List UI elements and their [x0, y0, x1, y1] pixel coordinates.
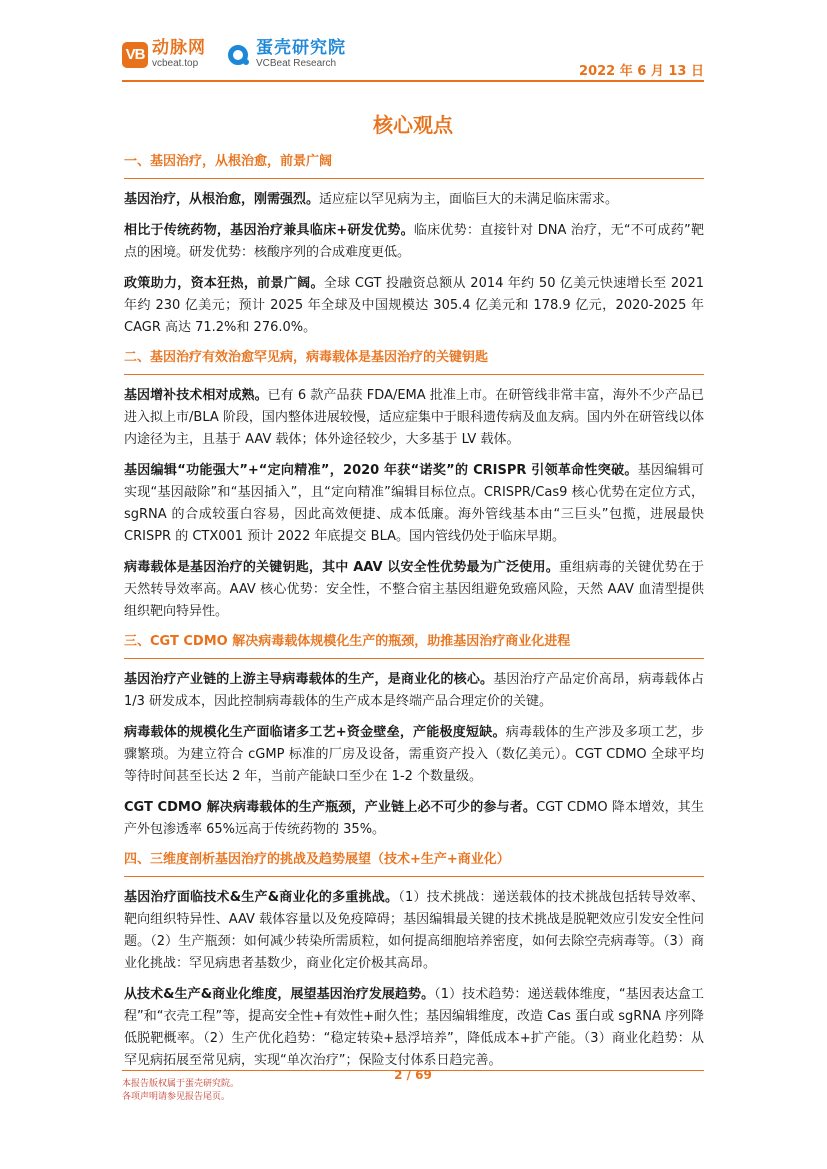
- paragraph-lead: 基因治疗产业链的上游主导病毒载体的生产，是商业化的核心。: [124, 672, 494, 687]
- paragraph-body: 基因治疗产品定价高昂，病毒载体占 1/3 研发成本，因此控制病毒载体的生产成本是终端产品合理定价的关键。: [124, 672, 704, 709]
- paragraph-body: 全球 CGT 投融资总额从 2014 年约 50 亿美元快速增长至 2021 年约 230 亿美元；预计 2025 年全球及中国规模达 305.4 亿美元和 178.9 亿元，2020-2025 年 CAGR 高达 71.2%和 276.0%。: [124, 276, 704, 335]
- paragraph-lead: 从技术&生产&商业化维度，展望基因治疗发展趋势。: [124, 987, 435, 1002]
- paragraph: [124, 669, 704, 713]
- paragraph: [124, 722, 704, 788]
- paragraph-lead: 基因治疗，从根治愈，刚需强烈。: [124, 192, 320, 207]
- section-heading: 三、CGT CDMO 解决病毒载体规模化生产的瓶颈，助推基因治疗商业化进程: [124, 632, 704, 659]
- paragraph-body: 病毒载体的生产涉及多项工艺，步骤繁琐。为建立符合 cGMP 标准的厂房及设备，需重资产投入（数亿美元）。CGT CDMO 全球平均等待时间甚至长达 2 年，当前产能缺口至少在 1-2 个数量级。: [124, 725, 704, 784]
- paragraph: [124, 887, 704, 975]
- paragraph-lead: 基因编辑“功能强大”+“定向精准”，2020 年获“诺奖”的 CRISPR 引领革命性突破。: [124, 463, 638, 478]
- page-header: [122, 38, 704, 80]
- paragraph-lead: 相比于传统药物，基因治疗兼具临床+研发优势。: [124, 223, 414, 238]
- vcbeat-logo-en: vcbeat.top: [152, 58, 199, 69]
- paragraph-lead: CGT CDMO 解决病毒载体的生产瓶颈，产业链上必不可少的参与者。: [124, 800, 537, 815]
- section-heading: 四、三维度剖析基因治疗的挑战及趋势展望（技术+生产+商业化）: [124, 850, 704, 877]
- paragraph: [124, 797, 704, 841]
- paragraph-lead: 基因增补技术相对成熟。: [124, 388, 268, 403]
- paragraph-lead: 基因治疗面临技术&生产&商业化的多重挑战。: [124, 890, 399, 905]
- vcbeat-research-logo-cn: 蛋壳研究院: [256, 38, 346, 58]
- vcbeat-research-logo-icon: [228, 45, 248, 65]
- disclaimer-line: 本报告版权属于蛋壳研究院。: [122, 1079, 240, 1089]
- report-date: 2022 年 6 月 13 日: [579, 64, 704, 79]
- header-divider: [122, 80, 704, 82]
- paragraph-body: 已有 6 款产品获 FDA/EMA 批准上市。在研管线非常丰富，海外不少产品已进入拟上市/BLA 阶段，国内整体进展较慢，适应症集中于眼科遗传病及血友病。国内外在研管线以体内途径为主，且基于 AAV 载体；体外途径较少，大多基于 LV 载体。: [124, 388, 704, 447]
- section-heading: 一、基因治疗，从根治愈，前景广阔: [124, 152, 704, 179]
- paragraph: [124, 189, 704, 211]
- vcbeat-logo: [122, 40, 206, 69]
- paragraph: [124, 557, 704, 623]
- paragraph-body: （1）技术趋势：递送载体维度，“基因表达盒工程”和“衣壳工程”等，提高安全性+有效性+耐久性；基因编辑维度，改造 Cas 蛋白或 sgRNA 序列降低脱靶概率。（2）生产优化趋势：“稳定转染+悬浮培养”，降低成本+扩产能。（3）商业化趋势：从罕见病拓展至常见病，实现“单次治疗”；保险支付体系日趋完善。: [124, 987, 705, 1068]
- paragraph: [124, 385, 704, 451]
- vcbeat-research-logo: [228, 40, 346, 69]
- paragraph-body: 重组病毒的关键优势在于天然转导效率高。AAV 核心优势：安全性，不整合宿主基因组避免致癌风险，天然 AAV 血清型提供组织靶向特异性。: [124, 560, 704, 619]
- paragraph: [124, 273, 704, 339]
- paragraph-lead: 政策助力，资本狂热，前景广阔。: [124, 276, 324, 291]
- paragraph-body: 基因编辑可实现“基因敲除”和“基因插入”，且“定向精准”编辑目标位点。CRISPR/Cas9 核心优势在定位方式，sgRNA 的合成较蛋白容易，因此高效便捷、成本低廉。海外管线基本由“三巨头”包揽，进展最快 CRISPR 的 CTX001 预计 2022 年底提交 BLA。国内管线仍处于临床早期。: [124, 463, 704, 544]
- vcbeat-research-logo-en: VCBeat Research: [256, 58, 337, 69]
- paragraph: [124, 460, 704, 548]
- page-number: 2 / 69: [394, 1068, 432, 1082]
- vcbeat-logo-icon: VB: [122, 42, 148, 68]
- paragraph: [124, 984, 704, 1072]
- paragraph-body: CGT CDMO 降本增效，其生产外包渗透率 65%远高于传统药物的 35%。: [124, 800, 704, 837]
- section-heading: 二、基因治疗有效治愈罕见病，病毒载体是基因治疗的关键钥匙: [124, 348, 704, 375]
- paragraph-body: 适应症以罕见病为主，面临巨大的未满足临床需求。: [319, 192, 619, 207]
- main-content: [124, 152, 704, 1081]
- copyright-disclaimer: [122, 1078, 239, 1104]
- paragraph-lead: 病毒载体的规模化生产面临诸多工艺+资金壁垒，产能极度短缺。: [124, 725, 506, 740]
- paragraph: [124, 220, 704, 264]
- page-title: 核心观点: [373, 113, 453, 137]
- paragraph-lead: 病毒载体是基因治疗的关键钥匙，其中 AAV 以安全性优势最为广泛使用。: [124, 560, 559, 575]
- paragraph-body: 临床优势：直接针对 DNA 治疗，无“不可成药”靶点的困境。研发优势：核酸序列的合成难度更低。: [124, 223, 704, 260]
- paragraph-body: （1）技术挑战：递送载体的技术挑战包括转导效率、靶向组织特异性、AAV 载体容量以及免疫障碍；基因编辑最关键的技术挑战是脱靶效应引发安全性问题。（2）生产瓶颈：如何减少转染所需质粒，如何提高细胞培养密度，如何去除空壳病毒等。（3）商业化挑战：罕见病患者基数少，商业化定价极其高昂。: [124, 890, 704, 971]
- vcbeat-logo-cn: 动脉网: [152, 38, 206, 58]
- disclaimer-line: 各项声明请参见报告尾页。: [122, 1092, 231, 1102]
